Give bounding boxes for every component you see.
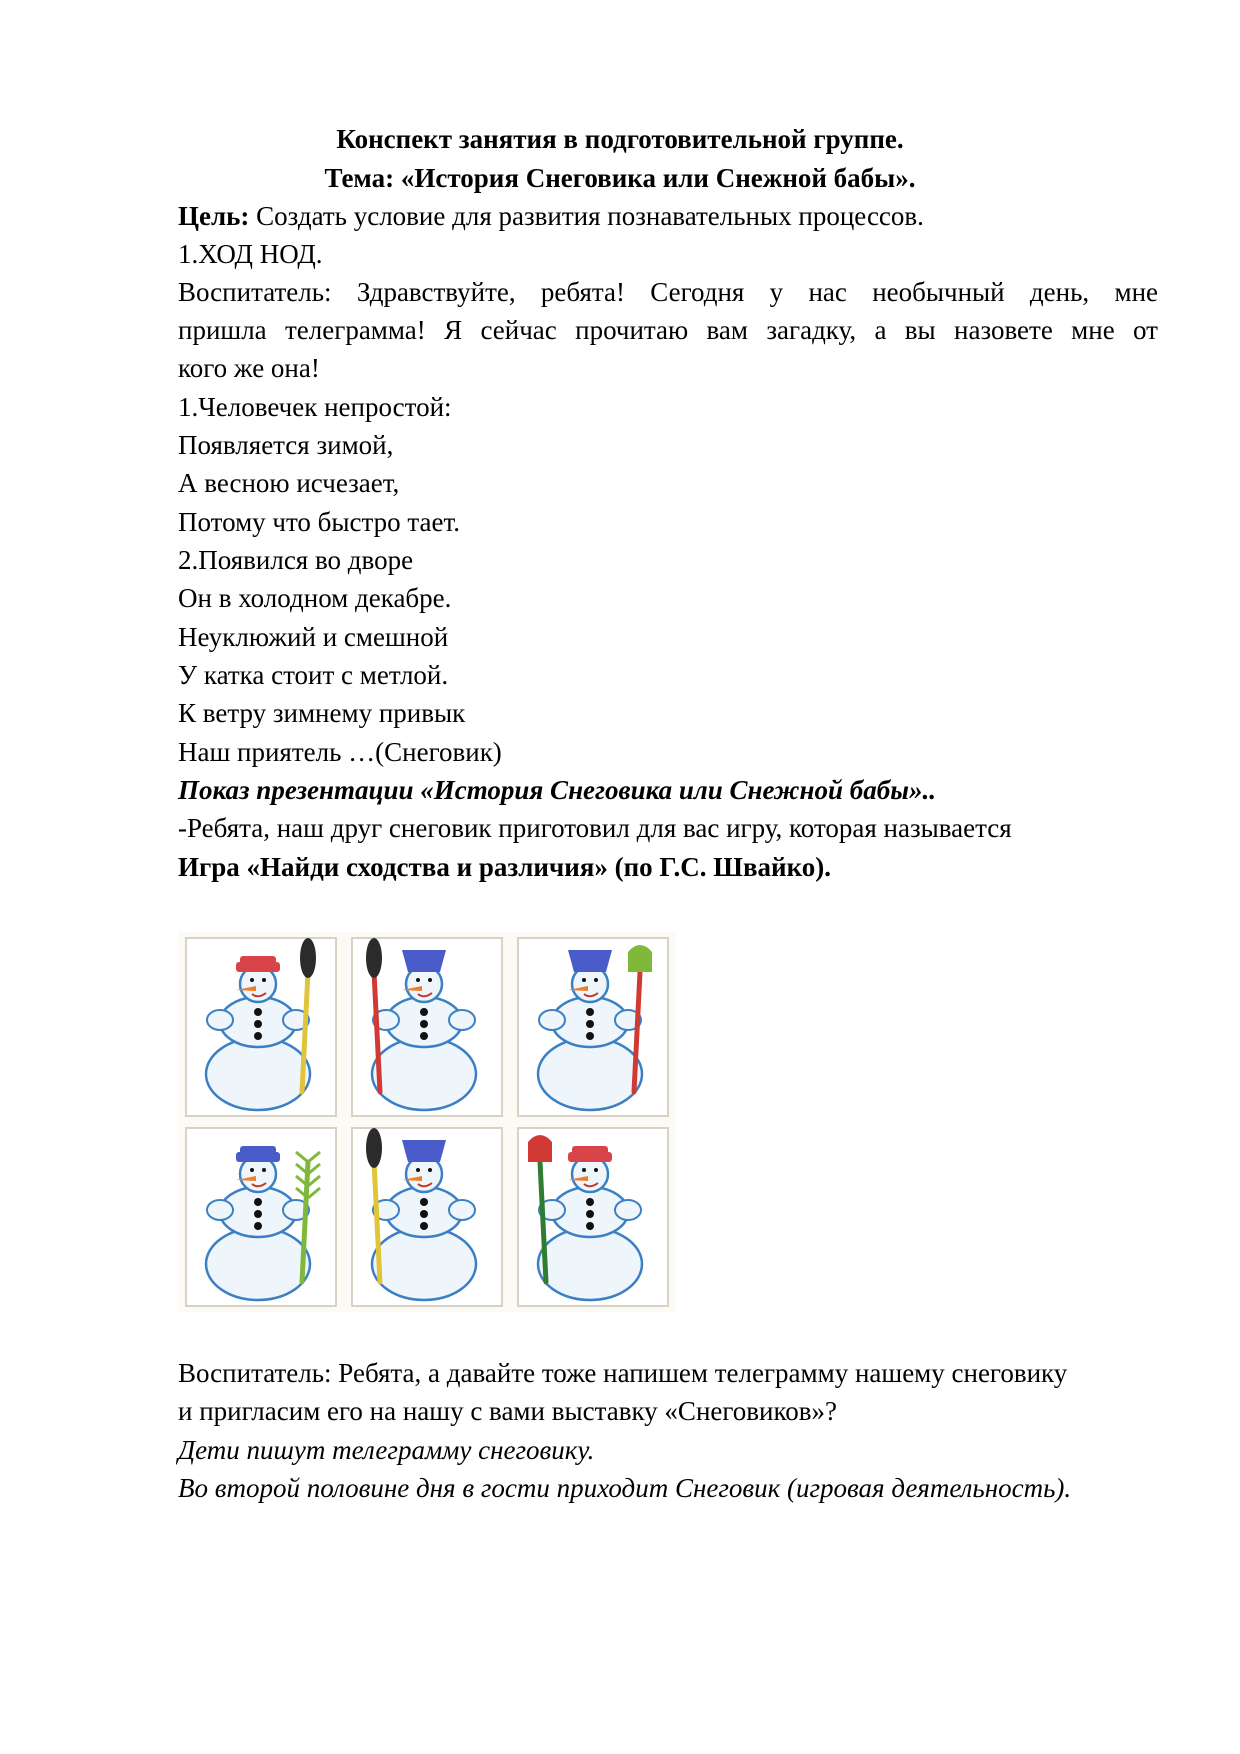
snowman-bottom-ball: [538, 1038, 642, 1110]
broom-head: [366, 1128, 382, 1168]
riddle-line: 1.Человечек непростой:: [178, 392, 452, 422]
riddle-line: Он в холодном декабре.: [178, 583, 452, 613]
closing-line: и пригласим его на нашу с вами выставку «Снеговиков»?: [178, 1396, 837, 1426]
goal-text: Создать условие для развития познавательных процессов.: [249, 201, 924, 231]
snowman-left-arm: [207, 1010, 233, 1030]
snowman-bottom-ball: [206, 1228, 310, 1300]
snowman-right-arm: [615, 1200, 641, 1220]
snowmen-illustration: [178, 932, 676, 1312]
snowmen-grid: [178, 932, 676, 1312]
snowman-button: [420, 1210, 428, 1218]
goal-label: Цель:: [178, 201, 250, 231]
snowman-button: [586, 1210, 594, 1218]
snowman-button: [586, 1198, 594, 1206]
snowman-eye: [582, 1168, 586, 1172]
riddle-line: Потому что быстро тает.: [178, 507, 461, 537]
snowman-button: [254, 1210, 262, 1218]
snowman-card: [352, 938, 502, 1116]
shovel-head: [528, 1135, 552, 1162]
snowman-right-arm: [449, 1200, 475, 1220]
section-heading: 1.ХОД НОД.: [178, 239, 323, 269]
snowman-eye: [582, 978, 586, 982]
game-title: Игра «Найди сходства и различия» (по Г.С. Швайко).: [178, 852, 832, 882]
italic-line: Во второй половине дня в гости приходит Снеговик (игровая деятельность).: [178, 1473, 1072, 1503]
intro-line: пришла телеграмма! Я сейчас прочитаю вам загадку, а вы назовете мне от: [178, 315, 1158, 345]
snowman-eye: [262, 1168, 266, 1172]
riddle-line: 2.Появился во дворе: [178, 545, 414, 575]
italic-line: Дети пишут телеграмму снеговику.: [178, 1435, 595, 1465]
snowman-left-arm: [207, 1200, 233, 1220]
snowman-bottom-ball: [372, 1038, 476, 1110]
snowman-eye: [416, 1168, 420, 1172]
goal-line: [178, 197, 1158, 235]
snowman-button: [254, 1008, 262, 1016]
snowman-button: [420, 1008, 428, 1016]
game-intro-line: -Ребята, наш друг снеговик приготовил для вас игру, которая называется: [178, 813, 1012, 843]
broom-head: [300, 938, 316, 978]
shovel-head: [628, 945, 652, 972]
snowman-button: [254, 1020, 262, 1028]
title-line-2: Тема: «История Снеговика или Снежной бабы».: [324, 163, 916, 193]
snowman-eye: [594, 978, 598, 982]
snowman-hat-top: [240, 1146, 276, 1155]
snowman-card: [352, 1128, 502, 1306]
snowman-eye: [416, 978, 420, 982]
intro-line: кого же она!: [178, 353, 320, 383]
snowman-button: [420, 1032, 428, 1040]
riddle-line: Неуклюжий и смешной: [178, 622, 449, 652]
snowman-button: [254, 1032, 262, 1040]
snowman-card: [518, 938, 668, 1116]
snowman-button: [586, 1008, 594, 1016]
snowman-button: [420, 1020, 428, 1028]
snowman-bucket-hat: [568, 950, 612, 972]
snowman-eye: [428, 1168, 432, 1172]
riddle-line: У катка стоит с метлой.: [178, 660, 449, 690]
snowman-eye: [250, 1168, 254, 1172]
snowman-button: [586, 1032, 594, 1040]
snowman-button: [420, 1222, 428, 1230]
riddle-line: А весною исчезает,: [178, 468, 400, 498]
snowman-eye: [428, 978, 432, 982]
snowman-bottom-ball: [372, 1228, 476, 1300]
snowman-button: [420, 1198, 428, 1206]
snowman-hat-top: [240, 956, 276, 965]
snowman-right-arm: [449, 1010, 475, 1030]
snowman-eye: [250, 978, 254, 982]
intro-line: Воспитатель: Здравствуйте, ребята! Сегодня у нас необычный день, мне: [178, 277, 1158, 307]
title-line-1: Конспект занятия в подготовительной группе.: [336, 124, 904, 154]
snowman-button: [586, 1222, 594, 1230]
riddle-line: Появляется зимой,: [178, 430, 394, 460]
snowman-left-arm: [539, 1010, 565, 1030]
snowman-eye: [262, 978, 266, 982]
snowman-button: [586, 1020, 594, 1028]
snowman-hat-top: [572, 1146, 608, 1155]
snowman-card: [186, 938, 336, 1116]
snowman-card: [186, 1128, 336, 1306]
snowman-bucket-hat: [402, 950, 446, 972]
snowman-button: [254, 1222, 262, 1230]
snowman-bucket-hat: [402, 1140, 446, 1162]
snowman-bottom-ball: [206, 1038, 310, 1110]
snowman-eye: [594, 1168, 598, 1172]
closing-line: Воспитатель: Ребята, а давайте тоже напишем телеграмму нашему снеговику: [178, 1358, 1068, 1388]
snowman-bottom-ball: [538, 1228, 642, 1300]
broom-head: [366, 938, 382, 978]
snowman-button: [254, 1198, 262, 1206]
riddle-line: К ветру зимнему привык: [178, 698, 466, 728]
presentation-line: Показ презентации «История Снеговика или Снежной бабы»..: [178, 775, 936, 805]
snowman-card: [518, 1128, 668, 1306]
riddle-line: Наш приятель …(Снеговик): [178, 737, 502, 767]
